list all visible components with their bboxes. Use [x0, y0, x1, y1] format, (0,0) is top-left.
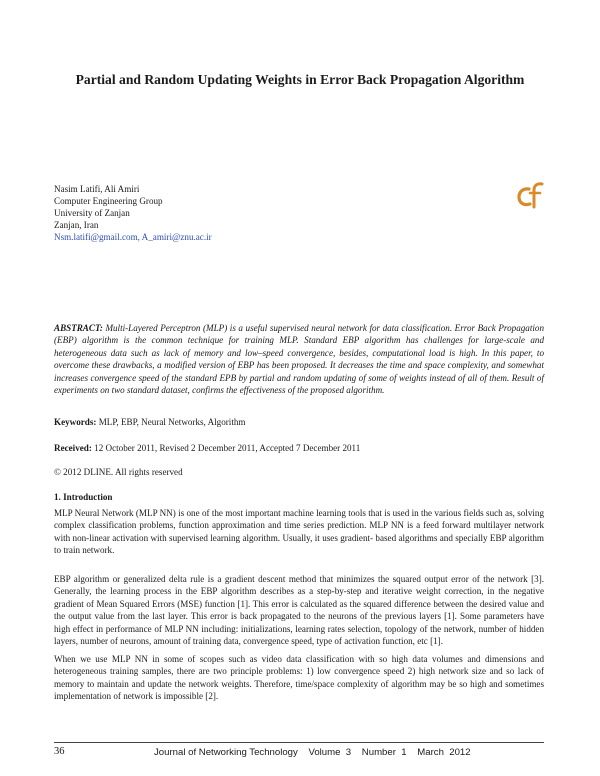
keywords-label: Keywords:: [54, 417, 97, 427]
copyright-notice: © 2012 DLINE. All rights reserved: [54, 467, 183, 477]
author-names: Nasim Latifi, Ali Amiri: [54, 184, 140, 194]
cf-logo-graphic: [515, 180, 547, 210]
keywords-text: MLP, EBP, Neural Networks, Algorithm: [98, 417, 246, 427]
author-block: [54, 183, 212, 243]
author-university: University of Zanjan: [54, 208, 130, 219]
received-dates: [54, 442, 544, 454]
author-email-link[interactable]: Nsm.latifi@gmail.com, A_amiri@znu.ac.ir: [54, 232, 212, 243]
intro-paragraph-2: EBP algorithm or generalized delta rule is a gradient descent method that minimizes the squared output error of the network [3]. Generally, the learning process in the EBP algorithm describes as a step-by-step and iterative weight correction, in the negative gradient of Mean Squared Errors (MSE) function [1]. This error is calculated as the squared difference between the desired value and the output value from the last layer. This error is back propagated to the neurons of the previous layers [1]. Some parameters have high effect in performance of MLP NN including: initializations, learning rates selection, topology of the network, number of hidden layers, number of neurons, amount of training data, convergence speed, type of activation function, etc [1].: [54, 574, 544, 647]
received-label: Received:: [54, 443, 92, 453]
abstract: [54, 322, 544, 396]
author-location: Zanjan, Iran: [54, 220, 99, 231]
section-heading: 1. Introduction: [54, 492, 113, 502]
abstract-label: ABSTRACT:: [54, 323, 103, 333]
page-number: 36: [54, 746, 65, 757]
abstract-text: Multi-Layered Perceptron (MLP) is a useful supervised neural network for data classification. Error Back Propagation (EBP) algorithm is the common technique for training MLP. Standard EBP algorithm has challenges for large-scale and heterogeneous data such as lack of memory and low–speed convergence, besides, computational load is high. In this paper, to overcome these drawbacks, a modified version of EBP has been proposed. It decreases the time and space complexity, and somewhat increases convergence speed of the standard EPB by partial and random updating of some of weights instead of all of them. Result of experiments on two standard dataset, confirms the effectiveness of the proposed algorithm.: [54, 323, 544, 396]
footer-divider: [54, 742, 544, 743]
page-footer: [54, 746, 471, 758]
keywords: [54, 416, 544, 428]
cf-logo-icon: [515, 180, 547, 210]
author-department: Computer Engineering Group: [54, 196, 163, 207]
paper-title: Partial and Random Updating Weights in Error Back Propagation Algorithm: [75, 72, 525, 87]
intro-paragraph-3: When we use MLP NN in some of scopes such as video data classification with so high data volumes and dimensions and heterogeneous training samples, there are two principle problems: 1) low convergence speed 2) high network size and so lack of memory to maintain and update the network weights. Therefore, time/space complexity of algorithm may be so high and sometimes implementation of network is impossible [2].: [54, 654, 544, 702]
received-text: 12 October 2011, Revised 2 December 2011, Accepted 7 December 2011: [94, 443, 361, 453]
intro-paragraph-1: MLP Neural Network (MLP NN) is one of the most important machine learning tools that is used in the various fields such as, solving complex classification problems, function approximation and time series prediction. MLP NN is a feed forward multilayer network with non-linear activation with supervised learning algorithm. Usually, it uses gradient- based algorithms and specially EBP algorithm to train network.: [54, 508, 544, 556]
journal-info: Journal of Networking Technology Volume 3 Number 1 March 2012: [154, 747, 471, 758]
